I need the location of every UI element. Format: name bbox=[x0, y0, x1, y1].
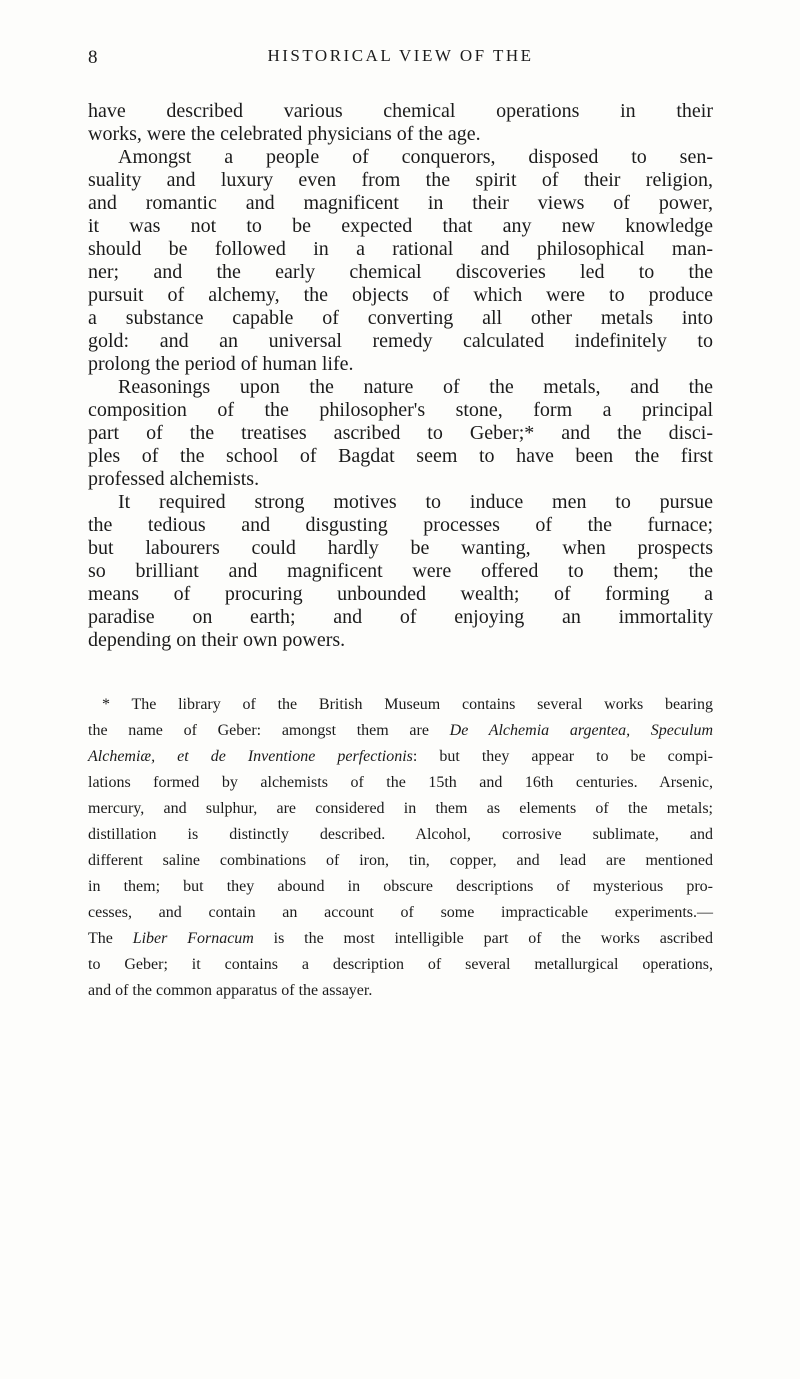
text-line: the tedious and disgusting processes of the furnace; bbox=[88, 514, 713, 536]
text-segment: : but they appear to be compi- bbox=[412, 748, 713, 765]
text-line bbox=[88, 718, 713, 744]
paragraph bbox=[88, 376, 713, 491]
text-line: distillation is distinctly described. Alcohol, corrosive sublimate, and bbox=[88, 826, 713, 843]
text-line: paradise on earth; and of enjoying an immortality bbox=[88, 606, 713, 628]
text-line: different saline combinations of iron, tin, copper, and lead are mentioned bbox=[88, 852, 713, 869]
text-line: means of procuring unbounded wealth; of forming a bbox=[88, 583, 713, 605]
book-title: De Alchemia argentea, Speculum bbox=[449, 722, 714, 739]
text-line: mercury, and sulphur, are considered in them as elements of the metals; bbox=[88, 800, 713, 817]
text-line: have described various chemical operations in their bbox=[88, 100, 713, 122]
text-line: Reasonings upon the nature of the metals, and the bbox=[118, 376, 713, 398]
text-line: so brilliant and magnificent were offered to them; the bbox=[88, 560, 713, 582]
text-line: Amongst a people of conquerors, disposed to sen- bbox=[118, 146, 713, 168]
page-number: 8 bbox=[88, 47, 98, 68]
text-segment: is the most intelligible part of the works ascribed bbox=[253, 930, 714, 947]
text-line: ples of the school of Bagdat seem to have been the first bbox=[88, 445, 713, 467]
text-line: it was not to be expected that any new knowledge bbox=[88, 215, 713, 237]
text-line: works, were the celebrated physicians of the age. bbox=[88, 123, 481, 145]
text-line: gold: and an universal remedy calculated indefinitely to bbox=[88, 330, 713, 352]
text-line: to Geber; it contains a description of several metallurgical operations, bbox=[88, 956, 713, 973]
text-line: It required strong motives to induce men to pursue bbox=[118, 491, 713, 513]
text-line: professed alchemists. bbox=[88, 468, 260, 490]
text-line: in them; but they abound in obscure descriptions of mysterious pro- bbox=[88, 878, 713, 895]
paragraph bbox=[88, 146, 713, 376]
text-line: ner; and the early chemical discoveries led to the bbox=[88, 261, 713, 283]
text-line: and of the common apparatus of the assayer. bbox=[88, 982, 373, 999]
paragraph bbox=[88, 692, 713, 1004]
text-line: a substance capable of converting all other metals into bbox=[88, 307, 713, 329]
text-line: lations formed by alchemists of the 15th and 16th centuries. Arsenic, bbox=[88, 774, 713, 791]
running-header: HISTORICAL VIEW OF THE bbox=[267, 46, 534, 65]
book-title: Liber Fornacum bbox=[132, 930, 254, 947]
text-line bbox=[88, 744, 713, 770]
text-line: pursuit of alchemy, the objects of which were to produce bbox=[88, 284, 713, 306]
text-segment: The bbox=[88, 930, 133, 947]
text-line: should be followed in a rational and philosophical man- bbox=[88, 238, 713, 260]
text-line: part of the treatises ascribed to Geber;* and the disci- bbox=[88, 422, 713, 444]
text-line: cesses, and contain an account of some impracticable experiments.— bbox=[88, 904, 713, 921]
paragraph bbox=[88, 491, 713, 652]
text-line bbox=[88, 926, 713, 952]
text-line: * The library of the British Museum contains several works bearing bbox=[102, 696, 713, 713]
text-line: depending on their own powers. bbox=[88, 629, 346, 651]
text-line: suality and luxury even from the spirit of their religion, bbox=[88, 169, 713, 191]
body-text bbox=[88, 100, 713, 652]
book-title: Alchemiæ, et de Inventione perfectionis bbox=[88, 748, 413, 765]
text-line: prolong the period of human life. bbox=[88, 353, 354, 375]
text-segment: the name of Geber: amongst them are bbox=[88, 722, 450, 739]
text-line: composition of the philosopher's stone, form a principal bbox=[88, 399, 713, 421]
footnote bbox=[88, 692, 713, 1004]
text-line: but labourers could hardly be wanting, when prospects bbox=[88, 537, 713, 559]
page-header bbox=[88, 46, 713, 70]
text-line: and romantic and magnificent in their views of power, bbox=[88, 192, 713, 214]
paragraph bbox=[88, 100, 713, 146]
